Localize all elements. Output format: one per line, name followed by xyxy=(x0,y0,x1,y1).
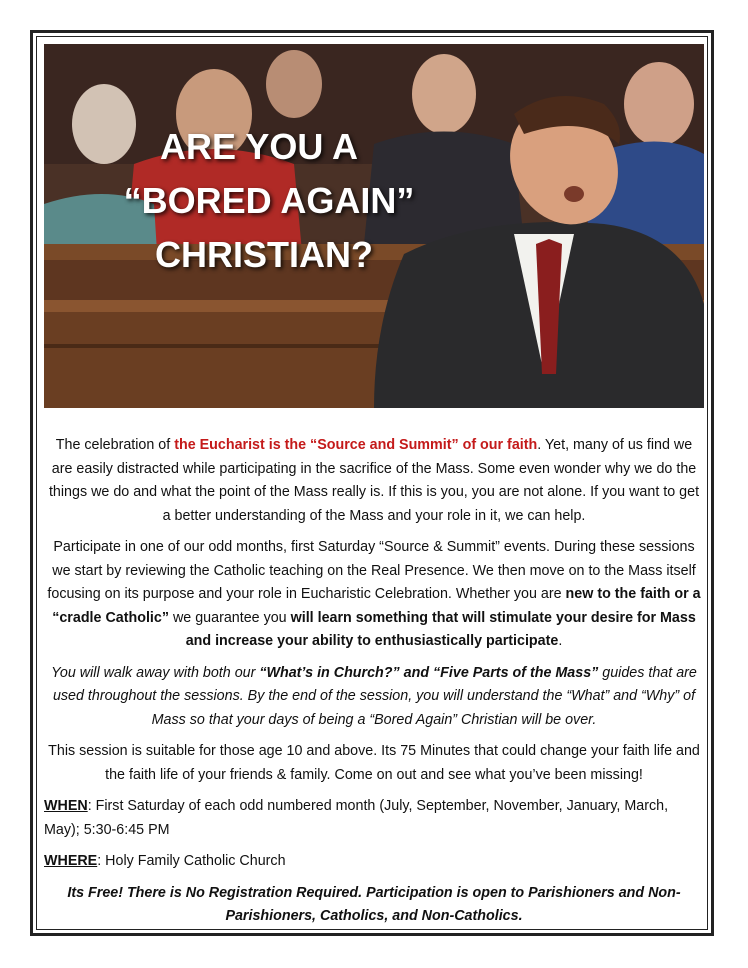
headline-line-3: CHRISTIAN? xyxy=(155,234,373,275)
highlight-text: the Eucharist is the “Source and Summit” of our faith xyxy=(174,437,538,453)
headline xyxy=(44,120,494,282)
when-label: WHEN xyxy=(44,798,88,814)
when-line: WHEN: First Saturday of each odd numbered month (July, September, November, January, March, May); 5:30-6:45 PM xyxy=(44,798,669,838)
where-line: WHERE: Holy Family Catholic Church xyxy=(44,853,286,869)
guides-paragraph: You will walk away with both our “What’s in Church?” and “Five Parts of the Mass” guides that are used throughout the sessions. By the end of the session, you will understand the “What” and “Why” of Mass so that your days of being a “Bored Again” Christian will be over. xyxy=(51,664,697,728)
intro-paragraph: The celebration of the Eucharist is the “Source and Summit” of our faith. Yet, many of us find we are easily distracted while participating in the sacrifice of the Mass. Some even wonder why we do the things we do and what the point of the Mass really is. If this is you, you are not alone. If you want to get a better understanding of the Mass and your role in it, we can help. xyxy=(48,437,700,524)
flyer-body xyxy=(44,434,704,937)
headline-line-2: “BORED AGAIN” xyxy=(123,180,415,221)
details-paragraph: Participate in one of our odd months, first Saturday “Source & Summit” events. During these sessions we start by reviewing the Catholic teaching on the Real Presence. We then move on to the Mass itself focusing on its purpose and your role in Eucharistic Celebration. Whether you are new to the faith or a “cradle Catholic” we guarantee you will learn something that will stimulate your desire for Mass and increase your ability to enthusiastically participate. xyxy=(47,539,701,649)
where-label: WHERE xyxy=(44,853,98,869)
footer-note: Its Free! There is No Registration Required. Participation is open to Parishioners and Non-Parishioners, Catholics, and Non-Catholics. xyxy=(67,884,681,924)
audience-paragraph: This session is suitable for those age 10 and above. Its 75 Minutes that could change your faith life and the faith life of your friends & family. Come on out and see what you’ve been missing! xyxy=(48,743,700,783)
headline-line-1: ARE YOU A xyxy=(159,126,359,167)
